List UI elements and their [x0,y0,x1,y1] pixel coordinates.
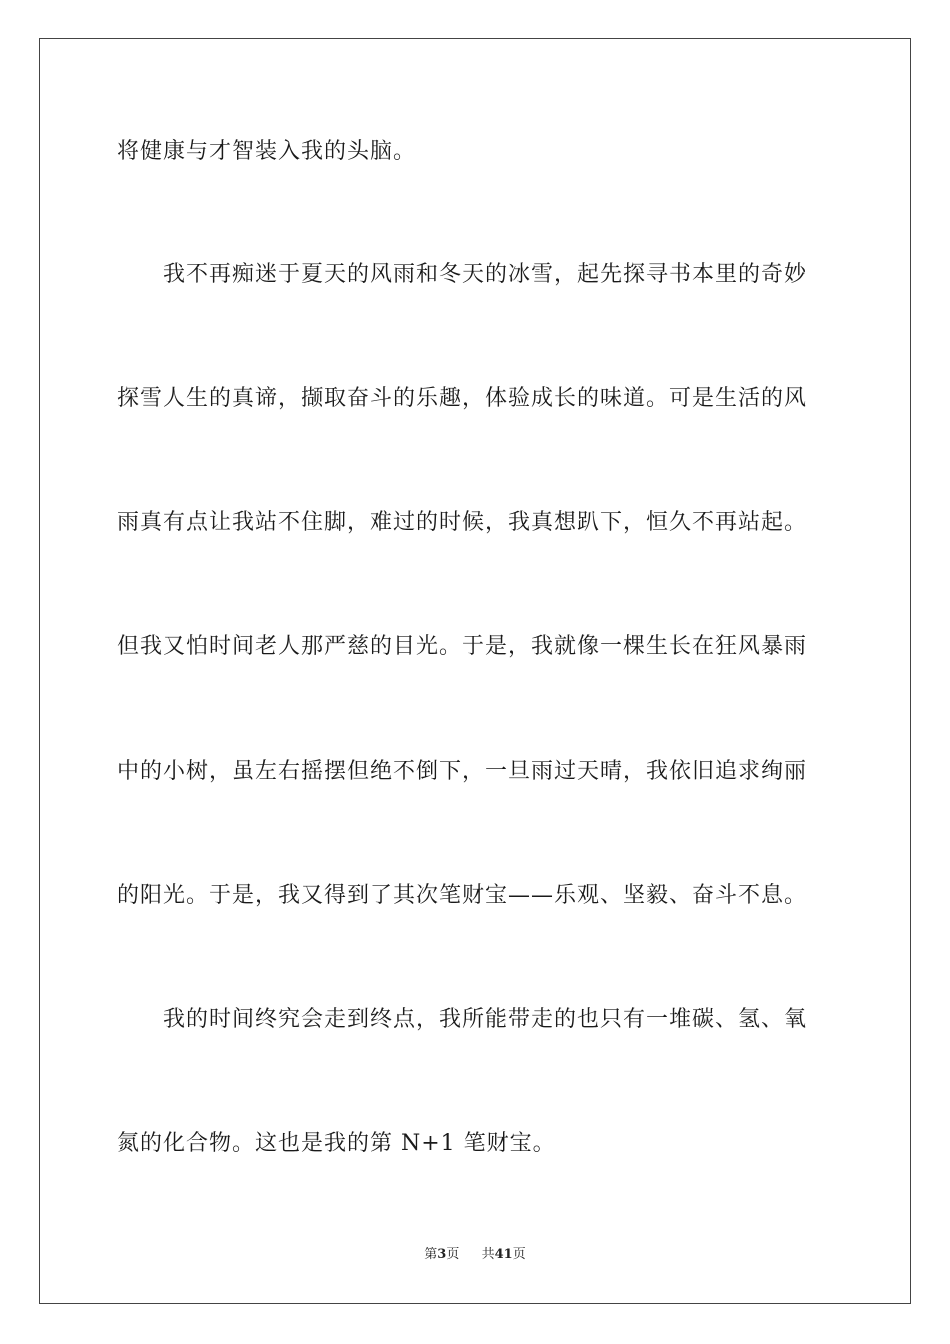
text-line: 中的小树，虽左右摇摆但绝不倒下，一旦雨过天晴，我依旧追求绚丽 [117,759,808,784]
text-line: 但我又怕时间老人那严慈的目光。于是，我就像一棵生长在狂风暴雨 [117,634,808,659]
total-pages-label: 共41页 [481,1247,526,1262]
text-line: 的阳光。于是，我又得到了其次笔财宝——乐观、坚毅、奋斗不息。 [117,883,808,908]
page-footer [0,1245,950,1265]
text-line: 探雪人生的真谛，撷取奋斗的乐趣，体验成长的味道。可是生活的风 [117,386,808,411]
text-line-paragraph-start: 我不再痴迷于夏天的风雨和冬天的冰雪，起先探寻书本里的奇妙 [163,262,808,287]
text-line: 雨真有点让我站不住脚，难过的时候，我真想趴下，恒久不再站起。 [117,510,808,535]
page-number-label: 第3页 [424,1247,460,1262]
text-line: 将健康与才智装入我的头脑。 [117,139,417,164]
text-line-paragraph-start: 我的时间终究会走到终点，我所能带走的也只有一堆碳、氢、氧 [163,1007,808,1032]
page-border [39,38,911,1304]
text-line: 氮的化合物。这也是我的第 N+1 笔财宝。 [117,1131,556,1156]
